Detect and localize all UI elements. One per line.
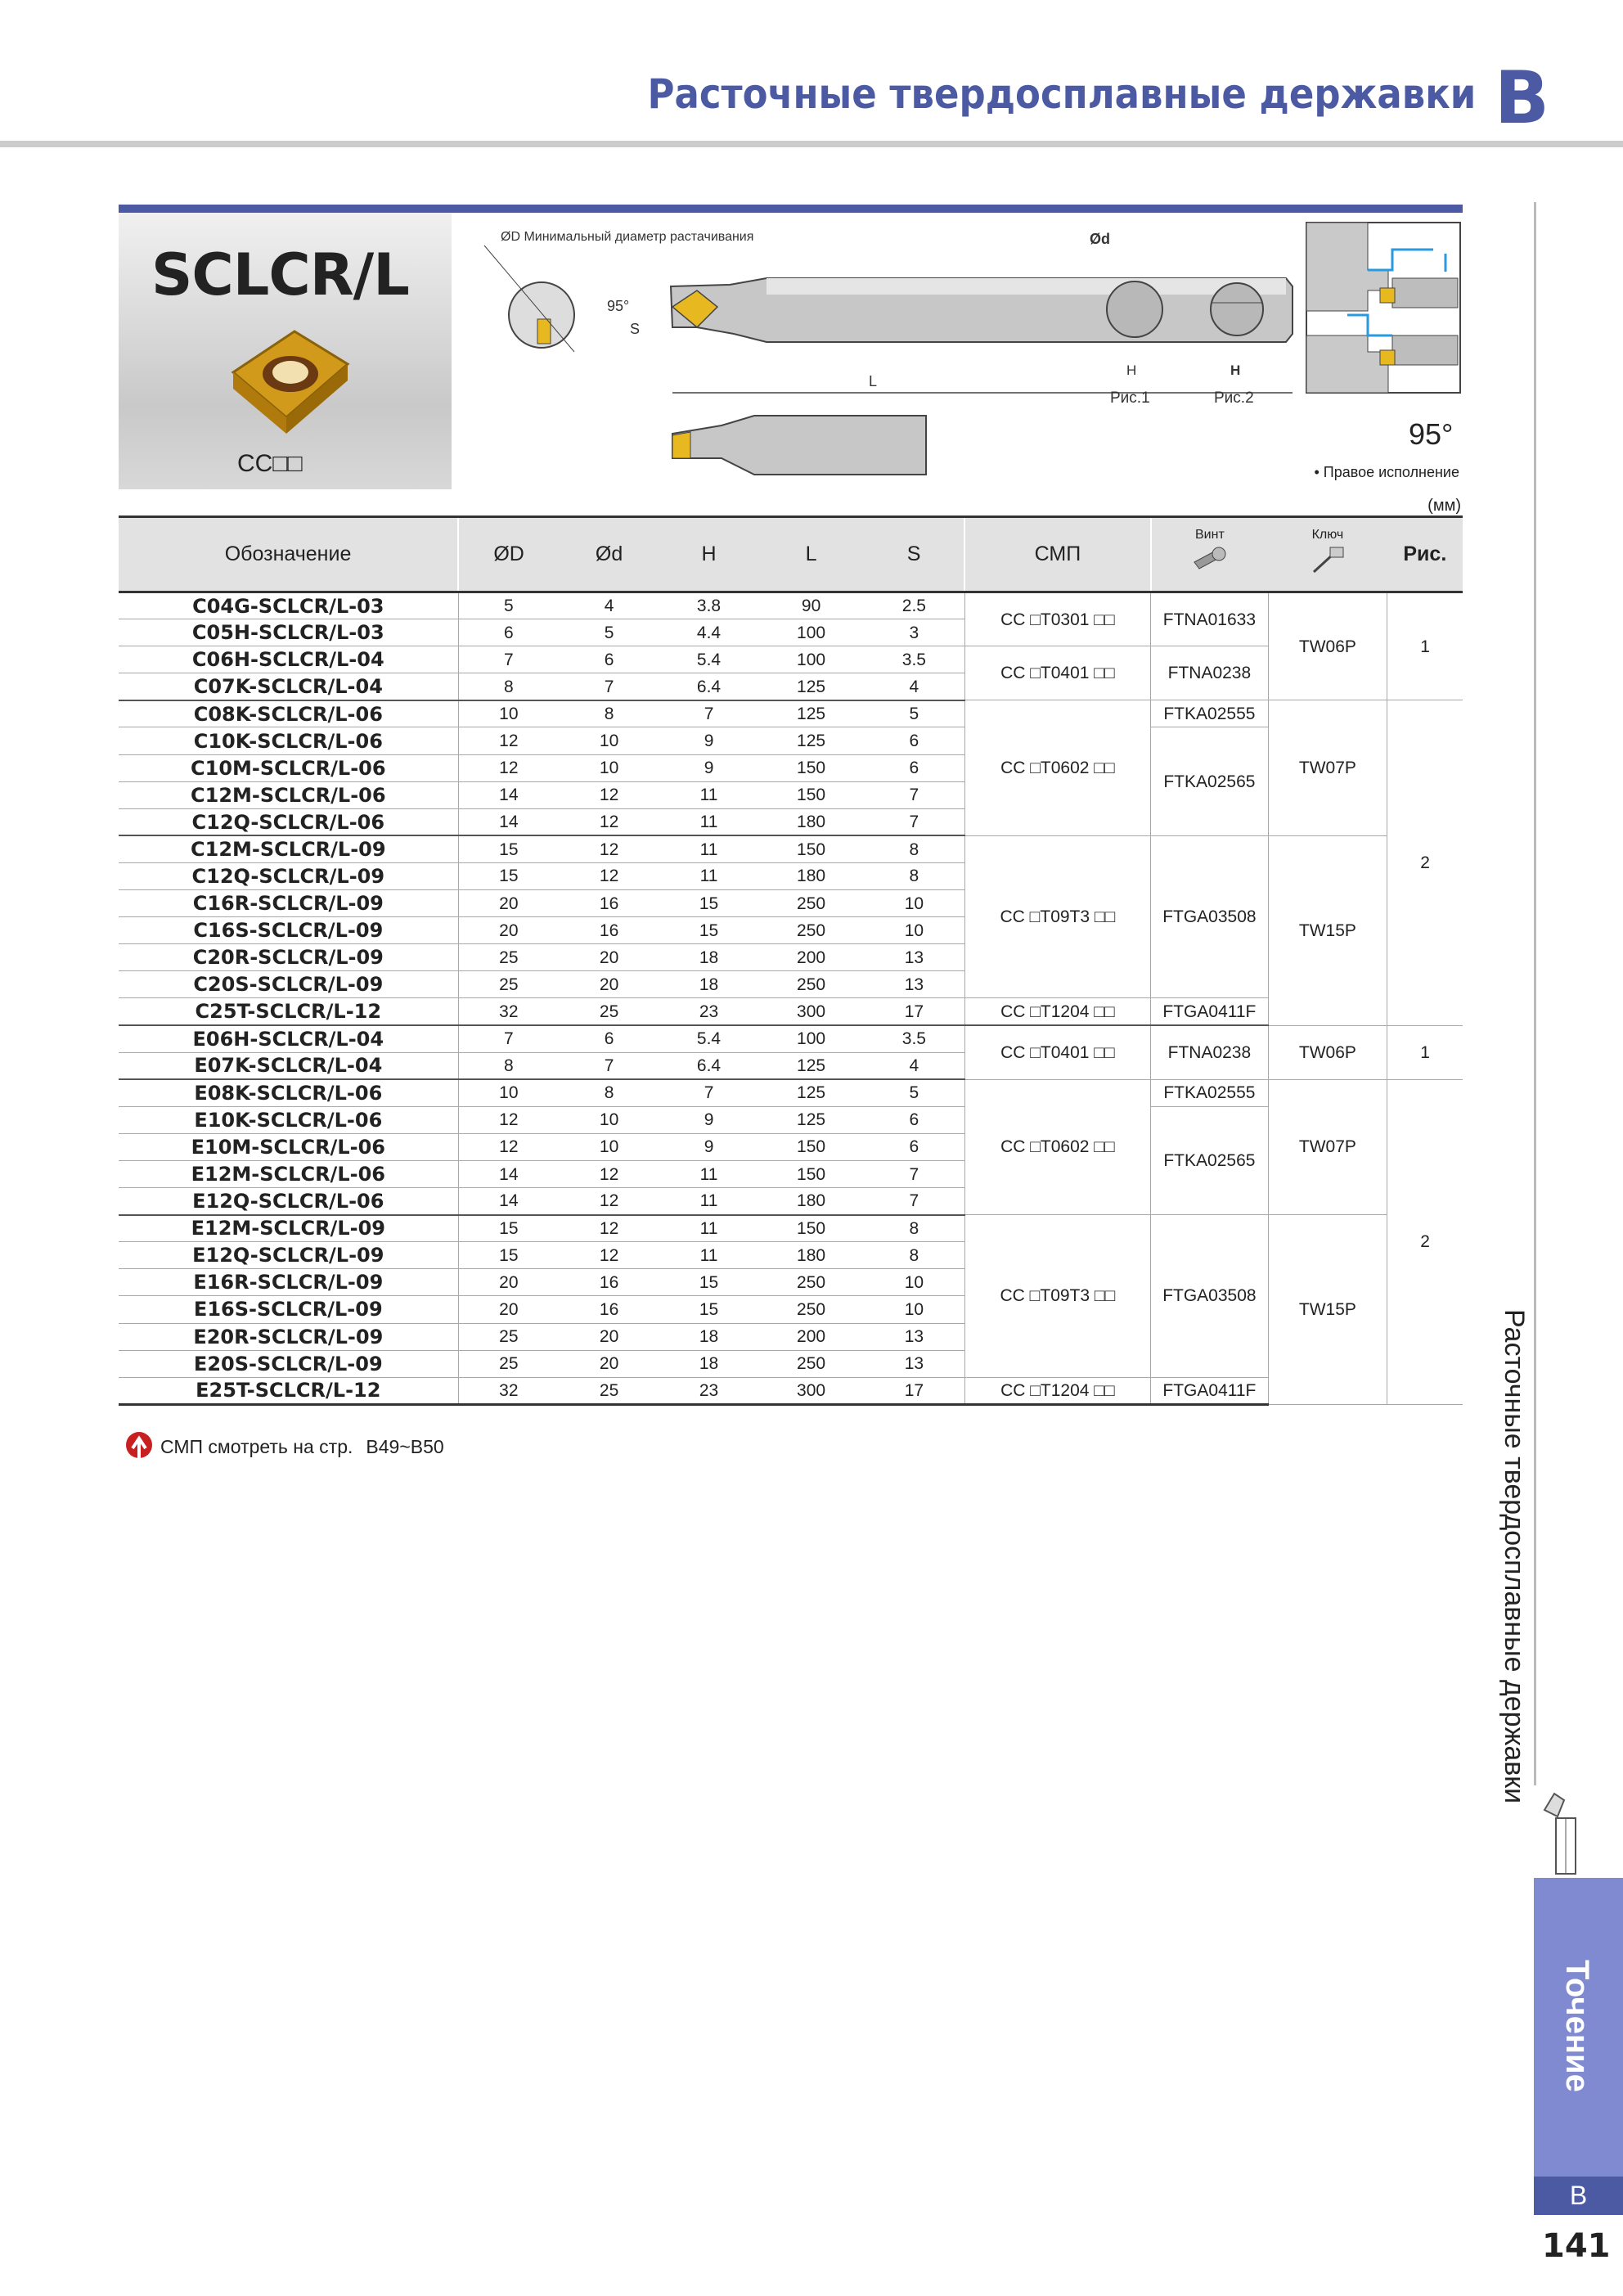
sidebar-vertical-text: Расточные твердосплавные державки — [1499, 1309, 1530, 1804]
cell-d: 16 — [559, 1296, 659, 1323]
table-row — [119, 592, 1463, 619]
cell-H: 18 — [659, 1350, 758, 1377]
cell-d: 10 — [559, 1106, 659, 1133]
cell-code: E20S-SCLCR/L-09 — [119, 1350, 458, 1377]
table-row — [119, 1025, 1463, 1052]
cell-D: 15 — [458, 1242, 559, 1269]
cell-S: 8 — [864, 835, 964, 862]
cell-key: TW07P — [1268, 700, 1387, 835]
cell-screw: FTKA02555 — [1151, 1079, 1268, 1106]
table-row — [119, 727, 1463, 754]
cell-d: 5 — [559, 619, 659, 646]
section-fig1 — [1107, 281, 1162, 337]
col-H: H — [659, 517, 758, 592]
cell-H: 23 — [659, 998, 758, 1025]
cell-code: C07K-SCLCR/L-04 — [119, 673, 458, 700]
cell-d: 20 — [559, 1350, 659, 1377]
cell-S: 6 — [864, 1106, 964, 1133]
cell-S: 5 — [864, 1079, 964, 1106]
insert-code: CC□□ — [237, 450, 303, 477]
cell-S: 10 — [864, 890, 964, 917]
cell-code: C12Q-SCLCR/L-09 — [119, 862, 458, 889]
cell-key: TW07P — [1268, 1079, 1387, 1214]
dim-d: Ød — [1090, 231, 1110, 247]
cell-insert: CC □T1204 □□ — [964, 998, 1151, 1025]
cell-insert: CC □T09T3 □□ — [964, 1215, 1151, 1378]
cell-L: 150 — [758, 781, 864, 808]
col-d: Ød — [559, 517, 659, 592]
cell-key: TW06P — [1268, 592, 1387, 700]
cell-H: 18 — [659, 944, 758, 971]
tool-diagram — [452, 213, 1463, 489]
cell-L: 250 — [758, 1269, 864, 1296]
hand-label: • Правое исполнение — [1314, 464, 1459, 480]
cell-H: 18 — [659, 1323, 758, 1350]
cell-H: 5.4 — [659, 1025, 758, 1052]
cell-H: 23 — [659, 1377, 758, 1404]
cell-D: 25 — [458, 944, 559, 971]
cell-H: 6.4 — [659, 673, 758, 700]
cell-code: E12Q-SCLCR/L-09 — [119, 1242, 458, 1269]
cell-fig: 2 — [1387, 1079, 1463, 1404]
cell-insert: CC □T0401 □□ — [964, 646, 1151, 700]
cell-L: 200 — [758, 1323, 864, 1350]
cell-code: C25T-SCLCR/L-12 — [119, 998, 458, 1025]
insert-icon — [217, 327, 356, 442]
dim-h1: H — [1126, 362, 1137, 378]
cell-D: 6 — [458, 619, 559, 646]
cell-d: 10 — [559, 1133, 659, 1160]
cell-D: 20 — [458, 890, 559, 917]
cell-key: TW15P — [1268, 1215, 1387, 1405]
cell-d: 25 — [559, 1377, 659, 1404]
cell-insert: CC □T0401 □□ — [964, 1025, 1151, 1079]
cell-code: E12M-SCLCR/L-09 — [119, 1215, 458, 1242]
cell-code: C12M-SCLCR/L-06 — [119, 781, 458, 808]
table-row — [119, 1377, 1463, 1404]
cell-screw: FTGA0411F — [1151, 1377, 1268, 1404]
cell-insert: CC □T09T3 □□ — [964, 835, 1151, 998]
cell-L: 180 — [758, 1242, 864, 1269]
top-bar — [452, 205, 1463, 213]
cell-S: 7 — [864, 808, 964, 835]
table-row — [119, 700, 1463, 727]
cell-L: 150 — [758, 754, 864, 781]
cell-L: 300 — [758, 998, 864, 1025]
cell-H: 7 — [659, 1079, 758, 1106]
cell-L: 250 — [758, 917, 864, 944]
cell-S: 8 — [864, 1242, 964, 1269]
cell-d: 25 — [559, 998, 659, 1025]
cell-S: 6 — [864, 1133, 964, 1160]
cell-D: 20 — [458, 1296, 559, 1323]
note-text: СМП смотреть на стр. — [160, 1435, 353, 1457]
section-letter: B — [1494, 56, 1549, 140]
note-pages: B49~B50 — [366, 1435, 444, 1457]
table-row — [119, 998, 1463, 1025]
cell-S: 10 — [864, 917, 964, 944]
cell-S: 7 — [864, 781, 964, 808]
cell-insert: CC □T1204 □□ — [964, 1377, 1151, 1404]
cell-d: 16 — [559, 1269, 659, 1296]
cell-code: C12Q-SCLCR/L-06 — [119, 808, 458, 835]
cell-L: 125 — [758, 1079, 864, 1106]
cell-D: 14 — [458, 1160, 559, 1187]
key-icon — [1309, 546, 1347, 575]
cell-d: 8 — [559, 1079, 659, 1106]
header-rule — [0, 141, 1623, 147]
fig2-label: Рис.2 — [1214, 389, 1254, 407]
cell-insert: CC □T0602 □□ — [964, 1079, 1151, 1214]
cell-code: E08K-SCLCR/L-06 — [119, 1079, 458, 1106]
cell-d: 20 — [559, 944, 659, 971]
cell-D: 12 — [458, 727, 559, 754]
col-insert: СМП — [964, 517, 1151, 592]
cell-H: 9 — [659, 727, 758, 754]
cell-fig: 1 — [1387, 1025, 1463, 1079]
cell-code: E16R-SCLCR/L-09 — [119, 1269, 458, 1296]
cell-code: C05H-SCLCR/L-03 — [119, 619, 458, 646]
min-diameter-label: ØD Минимальный диаметр растачивания — [501, 230, 754, 244]
cell-key: TW06P — [1268, 1025, 1387, 1079]
col-key — [1268, 517, 1387, 592]
cell-S: 17 — [864, 998, 964, 1025]
cell-D: 12 — [458, 1106, 559, 1133]
cell-S: 6 — [864, 754, 964, 781]
dim-s: S — [630, 321, 641, 337]
angle-small: 95° — [607, 298, 630, 314]
cell-d: 12 — [559, 808, 659, 835]
cell-L: 100 — [758, 619, 864, 646]
cell-L: 100 — [758, 1025, 864, 1052]
cell-d: 12 — [559, 1188, 659, 1215]
cell-S: 2.5 — [864, 592, 964, 619]
cell-code: E12M-SCLCR/L-06 — [119, 1160, 458, 1187]
cell-S: 8 — [864, 862, 964, 889]
cell-L: 250 — [758, 1350, 864, 1377]
col-screw — [1151, 517, 1268, 592]
cell-D: 20 — [458, 1269, 559, 1296]
cell-H: 11 — [659, 1215, 758, 1242]
sidebar-tab-letter: B — [1534, 2177, 1623, 2215]
cell-D: 14 — [458, 781, 559, 808]
cell-S: 6 — [864, 727, 964, 754]
cell-D: 32 — [458, 998, 559, 1025]
col-fig: Рис. — [1387, 517, 1463, 592]
cell-code: C10K-SCLCR/L-06 — [119, 727, 458, 754]
product-code: SCLCR/L — [151, 241, 409, 308]
dim-h2: H — [1230, 362, 1241, 378]
cell-L: 125 — [758, 1052, 864, 1079]
cell-L: 250 — [758, 890, 864, 917]
cell-H: 11 — [659, 835, 758, 862]
cell-L: 125 — [758, 673, 864, 700]
cell-d: 7 — [559, 673, 659, 700]
cell-D: 15 — [458, 1215, 559, 1242]
cell-L: 180 — [758, 808, 864, 835]
cell-H: 5.4 — [659, 646, 758, 673]
cell-D: 20 — [458, 917, 559, 944]
cell-D: 25 — [458, 971, 559, 998]
col-S: S — [864, 517, 964, 592]
cell-d: 12 — [559, 1160, 659, 1187]
cell-code: C16S-SCLCR/L-09 — [119, 917, 458, 944]
cell-H: 15 — [659, 1296, 758, 1323]
cell-code: C08K-SCLCR/L-06 — [119, 700, 458, 727]
cell-screw: FTGA03508 — [1151, 835, 1268, 998]
cell-code: E16S-SCLCR/L-09 — [119, 1296, 458, 1323]
product-panel — [119, 205, 452, 489]
col-code: Обозначение — [119, 517, 458, 592]
cell-screw: FTKA02565 — [1151, 1106, 1268, 1214]
unit-label: (мм) — [1427, 497, 1461, 515]
cell-L: 300 — [758, 1377, 864, 1404]
cell-L: 180 — [758, 862, 864, 889]
cell-code: E06H-SCLCR/L-04 — [119, 1025, 458, 1052]
cell-D: 5 — [458, 592, 559, 619]
cell-D: 14 — [458, 808, 559, 835]
cell-screw: FTGA03508 — [1151, 1215, 1268, 1378]
cell-L: 125 — [758, 727, 864, 754]
cell-insert: CC □T0602 □□ — [964, 700, 1151, 835]
cell-L: 100 — [758, 646, 864, 673]
cell-H: 9 — [659, 754, 758, 781]
cell-d: 12 — [559, 1215, 659, 1242]
section-fig2 — [1211, 283, 1263, 335]
cell-S: 13 — [864, 1323, 964, 1350]
cell-D: 12 — [458, 754, 559, 781]
cell-D: 14 — [458, 1188, 559, 1215]
page-number: 141 — [1542, 2227, 1611, 2265]
cell-d: 12 — [559, 835, 659, 862]
cell-d: 12 — [559, 781, 659, 808]
boring-tool-icon — [1538, 1785, 1587, 1875]
cell-H: 11 — [659, 808, 758, 835]
table-row — [119, 835, 1463, 862]
cell-code: C20S-SCLCR/L-09 — [119, 971, 458, 998]
cell-screw: FTKA02565 — [1151, 727, 1268, 835]
cell-L: 150 — [758, 1160, 864, 1187]
cell-S: 17 — [864, 1377, 964, 1404]
cell-D: 10 — [458, 700, 559, 727]
cell-H: 4.4 — [659, 619, 758, 646]
cell-code: E10M-SCLCR/L-06 — [119, 1133, 458, 1160]
cell-d: 7 — [559, 1052, 659, 1079]
cell-H: 15 — [659, 890, 758, 917]
angle-label: 95° — [1409, 417, 1454, 451]
cell-L: 250 — [758, 1296, 864, 1323]
screw-icon — [1191, 546, 1229, 575]
cell-H: 11 — [659, 1188, 758, 1215]
cell-S: 7 — [864, 1188, 964, 1215]
table-row — [119, 1079, 1463, 1106]
dim-l: L — [869, 373, 878, 389]
insert-small — [537, 319, 551, 344]
fig1-label: Рис.1 — [1110, 389, 1150, 407]
cell-H: 9 — [659, 1133, 758, 1160]
cell-code: C10M-SCLCR/L-06 — [119, 754, 458, 781]
cell-code: E20R-SCLCR/L-09 — [119, 1323, 458, 1350]
cell-D: 25 — [458, 1323, 559, 1350]
cell-S: 7 — [864, 1160, 964, 1187]
cell-H: 7 — [659, 700, 758, 727]
cell-screw: FTKA02555 — [1151, 700, 1268, 727]
cell-screw: FTNA0238 — [1151, 1025, 1268, 1079]
cell-d: 6 — [559, 646, 659, 673]
cell-code: E25T-SCLCR/L-12 — [119, 1377, 458, 1404]
cell-d: 12 — [559, 1242, 659, 1269]
cell-code: E07K-SCLCR/L-04 — [119, 1052, 458, 1079]
cell-S: 13 — [864, 944, 964, 971]
col-screw-label: Винт — [1195, 528, 1225, 542]
cell-D: 15 — [458, 835, 559, 862]
cell-H: 15 — [659, 1269, 758, 1296]
cell-d: 10 — [559, 727, 659, 754]
cell-d: 12 — [559, 862, 659, 889]
cell-D: 15 — [458, 862, 559, 889]
cell-D: 8 — [458, 1052, 559, 1079]
cell-S: 3 — [864, 619, 964, 646]
cell-H: 3.8 — [659, 592, 758, 619]
cell-d: 6 — [559, 1025, 659, 1052]
sidebar-line — [1534, 202, 1536, 1785]
cell-S: 10 — [864, 1269, 964, 1296]
cell-L: 90 — [758, 592, 864, 619]
cell-H: 11 — [659, 781, 758, 808]
cell-L: 150 — [758, 1215, 864, 1242]
cell-fig: 1 — [1387, 592, 1463, 700]
cell-D: 7 — [458, 646, 559, 673]
cell-d: 10 — [559, 754, 659, 781]
cell-H: 11 — [659, 1160, 758, 1187]
cell-D: 7 — [458, 1025, 559, 1052]
cell-L: 150 — [758, 835, 864, 862]
cell-S: 5 — [864, 700, 964, 727]
cell-d: 16 — [559, 917, 659, 944]
insert-reference-note — [123, 1430, 444, 1463]
table-row — [119, 646, 1463, 673]
cell-d: 16 — [559, 890, 659, 917]
cell-L: 200 — [758, 944, 864, 971]
cell-S: 10 — [864, 1296, 964, 1323]
sidebar-tab-text: Точение — [1559, 1960, 1595, 2092]
cell-d: 8 — [559, 700, 659, 727]
cell-L: 250 — [758, 971, 864, 998]
cell-H: 11 — [659, 1242, 758, 1269]
cell-H: 6.4 — [659, 1052, 758, 1079]
cell-code: E10K-SCLCR/L-06 — [119, 1106, 458, 1133]
cell-code: C04G-SCLCR/L-03 — [119, 592, 458, 619]
table-row — [119, 1106, 1463, 1133]
arrow-badge-icon — [123, 1430, 155, 1463]
cell-S: 8 — [864, 1215, 964, 1242]
bar-side-view — [672, 416, 926, 475]
cell-H: 11 — [659, 862, 758, 889]
cell-d: 4 — [559, 592, 659, 619]
table-header-row — [119, 517, 1463, 592]
cell-L: 125 — [758, 1106, 864, 1133]
cell-S: 13 — [864, 971, 964, 998]
cell-H: 18 — [659, 971, 758, 998]
cell-D: 32 — [458, 1377, 559, 1404]
cell-key: TW15P — [1268, 835, 1387, 1025]
col-D: ØD — [458, 517, 559, 592]
cell-D: 10 — [458, 1079, 559, 1106]
cell-L: 125 — [758, 700, 864, 727]
cell-d: 20 — [559, 1323, 659, 1350]
cell-screw: FTNA01633 — [1151, 592, 1268, 646]
cell-S: 13 — [864, 1350, 964, 1377]
cell-code: C20R-SCLCR/L-09 — [119, 944, 458, 971]
cell-S: 4 — [864, 1052, 964, 1079]
cell-D: 8 — [458, 673, 559, 700]
cell-H: 15 — [659, 917, 758, 944]
cell-S: 3.5 — [864, 1025, 964, 1052]
cell-code: C06H-SCLCR/L-04 — [119, 646, 458, 673]
cell-D: 25 — [458, 1350, 559, 1377]
cell-fig: 2 — [1387, 700, 1463, 1025]
page-header-title: Расточные твердосплавные державки — [647, 70, 1476, 118]
cell-code: C12M-SCLCR/L-09 — [119, 835, 458, 862]
cell-D: 12 — [458, 1133, 559, 1160]
table-row — [119, 1215, 1463, 1242]
cell-code: C16R-SCLCR/L-09 — [119, 890, 458, 917]
col-L: L — [758, 517, 864, 592]
cell-S: 4 — [864, 673, 964, 700]
cell-screw: FTNA0238 — [1151, 646, 1268, 700]
cell-L: 150 — [758, 1133, 864, 1160]
cell-insert: CC □T0301 □□ — [964, 592, 1151, 646]
col-key-label: Ключ — [1311, 528, 1344, 542]
cell-code: E12Q-SCLCR/L-06 — [119, 1188, 458, 1215]
spec-table — [119, 515, 1463, 1406]
cell-H: 9 — [659, 1106, 758, 1133]
cell-L: 180 — [758, 1188, 864, 1215]
cell-S: 3.5 — [864, 646, 964, 673]
cell-screw: FTGA0411F — [1151, 998, 1268, 1025]
cell-d: 20 — [559, 971, 659, 998]
